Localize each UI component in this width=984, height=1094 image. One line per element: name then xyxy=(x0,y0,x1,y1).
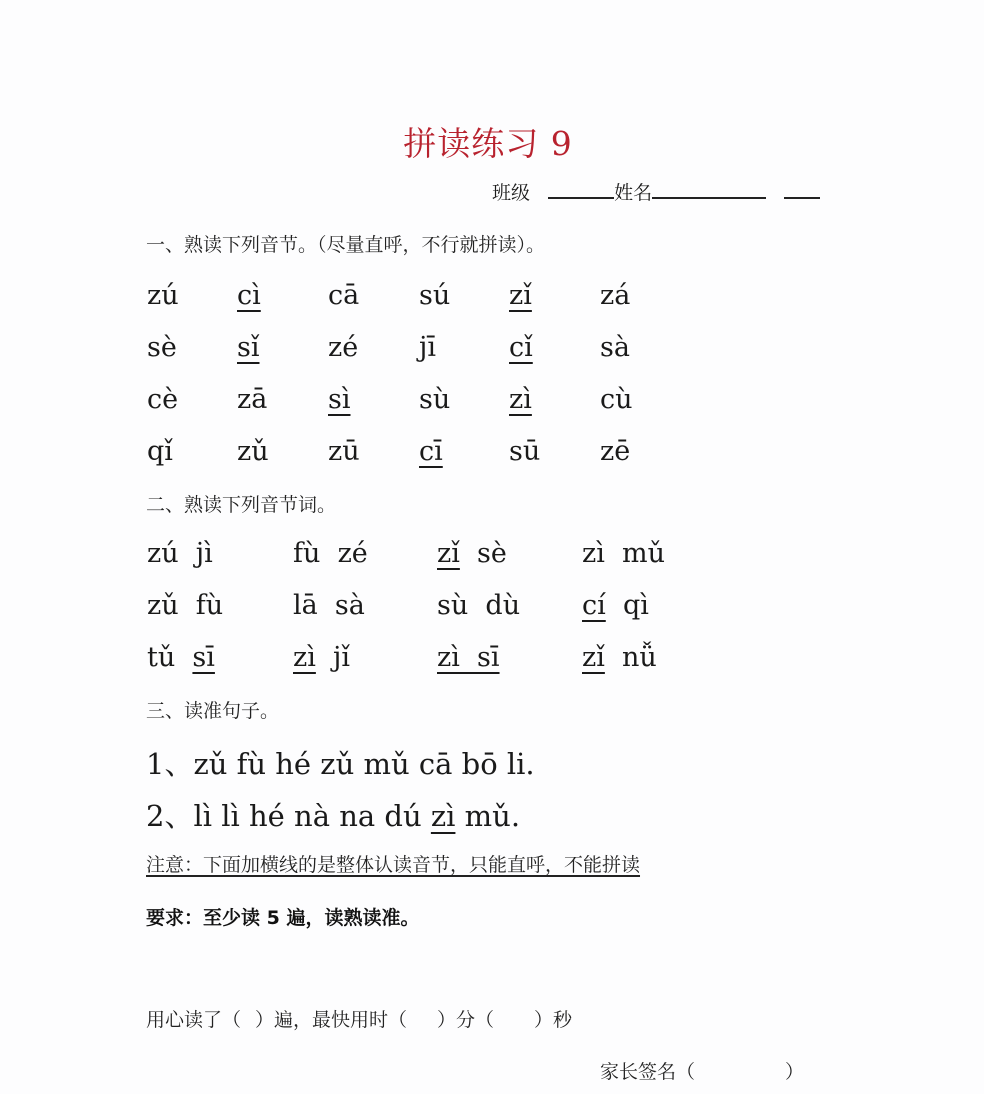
syllable: sè xyxy=(147,332,177,363)
syllable: cù xyxy=(600,384,633,415)
name-label: 姓名 xyxy=(614,182,653,204)
section2-heading: 二、熟读下列音节词。 xyxy=(146,494,337,516)
record-text-4: ）秒 xyxy=(534,1009,573,1031)
page-title: 拼读练习 9 xyxy=(403,124,573,163)
syllable-word: zǐ sè xyxy=(437,538,507,569)
class-label: 班级 xyxy=(492,182,531,204)
syllable: cì xyxy=(237,280,261,311)
syllable-word: zǔ fù xyxy=(147,590,224,621)
class-name-line xyxy=(492,178,820,205)
syllable: sù xyxy=(419,384,451,415)
record-text-2: ）遍，最快用时（ xyxy=(255,1009,408,1031)
note-text: 注意：下面加横线的是整体认读音节，只能直呼，不能拼读 xyxy=(146,854,641,876)
syllable: zū xyxy=(328,436,360,467)
syllable-word: lā sà xyxy=(293,590,365,621)
syllable-word: cí qì xyxy=(582,590,649,621)
syllable-word: zì mǔ xyxy=(582,538,666,569)
syllable: sà xyxy=(600,332,630,363)
section1-heading: 一、熟读下列音节。（尽量直呼，不行就拼读）。 xyxy=(146,234,546,256)
parent-signature xyxy=(600,1057,804,1084)
signature-close: ） xyxy=(785,1061,805,1083)
syllable: qǐ xyxy=(147,436,173,467)
syllable-word: zú jì xyxy=(147,538,213,569)
section3-heading: 三、读准句子。 xyxy=(146,700,280,722)
signature-label: 家长签名（ xyxy=(600,1061,696,1083)
extra-blank[interactable] xyxy=(784,179,820,199)
syllable: jī xyxy=(419,332,437,363)
syllable: zé xyxy=(328,332,359,363)
sentence: 2、lì lì hé nà na dú zì mǔ. xyxy=(146,799,521,833)
syllable-word: zì jǐ xyxy=(293,642,351,673)
syllable: zē xyxy=(600,436,631,467)
syllable: cī xyxy=(419,436,443,467)
syllable-word: zì sī xyxy=(437,642,500,673)
syllable: sū xyxy=(509,436,541,467)
syllable-word: zǐ nǚ xyxy=(582,642,657,673)
class-blank[interactable] xyxy=(548,179,614,199)
syllable: sú xyxy=(419,280,451,311)
syllable: zá xyxy=(600,280,631,311)
syllable: zǔ xyxy=(237,436,269,467)
syllable: cā xyxy=(328,280,360,311)
syllable: sǐ xyxy=(237,332,260,363)
record-text-3: ）分（ xyxy=(437,1009,495,1031)
syllable-word: fù zé xyxy=(293,538,368,569)
syllable: sì xyxy=(328,384,351,415)
requirement-text: 要求：至少读 5 遍，读熟读准。 xyxy=(146,907,420,929)
syllable: zì xyxy=(509,384,532,415)
syllable-word: sù dù xyxy=(437,590,521,621)
syllable: zā xyxy=(237,384,268,415)
name-blank[interactable] xyxy=(652,179,766,199)
syllable: cè xyxy=(147,384,179,415)
sentence: 1、zǔ fù hé zǔ mǔ cā bō li. xyxy=(146,747,535,781)
syllable: zǐ xyxy=(509,280,532,311)
syllable: zú xyxy=(147,280,179,311)
syllable-word: tǔ sī xyxy=(147,642,215,673)
reading-record xyxy=(146,1005,572,1032)
record-text-1: 用心读了（ xyxy=(146,1009,242,1031)
syllable: cǐ xyxy=(509,332,533,363)
